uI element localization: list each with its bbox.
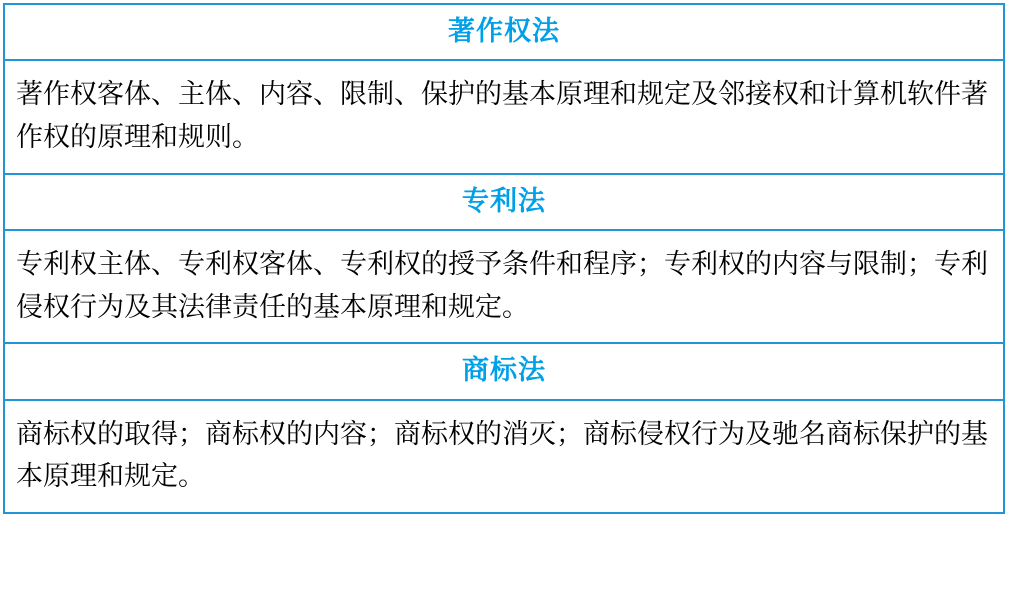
section-body-copyright-law: 著作权客体、主体、内容、限制、保护的基本原理和规定及邻接权和计算机软件著作权的原理和规则。 [4, 60, 1004, 173]
law-outline-table [3, 3, 1005, 514]
table-row [4, 60, 1004, 173]
section-body-trademark-law: 商标权的取得；商标权的内容；商标权的消灭；商标侵权行为及驰名商标保护的基本原理和规定。 [4, 400, 1004, 513]
section-title-copyright-law: 著作权法 [4, 4, 1004, 60]
table-row [4, 230, 1004, 343]
table-row [4, 4, 1004, 60]
table-row [4, 343, 1004, 399]
table-row [4, 400, 1004, 513]
table-row [4, 174, 1004, 230]
section-title-trademark-law: 商标法 [4, 343, 1004, 399]
section-title-patent-law: 专利法 [4, 174, 1004, 230]
section-body-patent-law: 专利权主体、专利权客体、专利权的授予条件和程序；专利权的内容与限制；专利侵权行为及其法律责任的基本原理和规定。 [4, 230, 1004, 343]
